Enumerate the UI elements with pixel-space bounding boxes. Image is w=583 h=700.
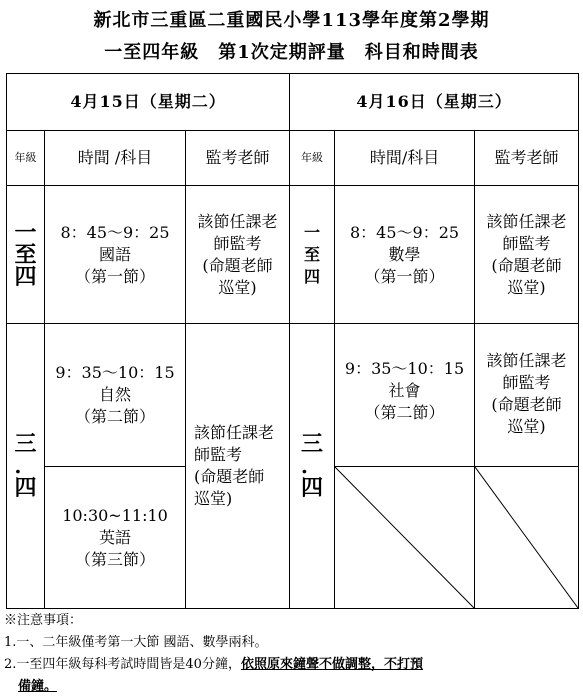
exam-time: 9：35～10：15 [55, 363, 175, 382]
grade-char: 四 [14, 263, 37, 290]
exam-cell-day1-p3 [45, 467, 186, 609]
exam-time: 8：45～9：25 [60, 222, 170, 242]
empty-cell-diagonal [335, 467, 475, 609]
proctor-cell [186, 324, 290, 609]
proctor-cell [475, 186, 579, 324]
exam-period: （第三節） [74, 549, 155, 569]
schedule-table [6, 73, 579, 609]
exam-subject: 英語 [98, 527, 131, 547]
empty-cell-diagonal [475, 467, 579, 609]
proctor-text: 該節任課老 [194, 423, 275, 442]
exam-cell-day1-p1 [45, 186, 186, 324]
page-title: 新北市三重區二重國民小學113學年度第2學期 [93, 10, 490, 31]
grade-column-header: 年級 [7, 131, 45, 186]
proctor-text: (命題老師 [491, 255, 562, 275]
time-subject-column-header: 時間/科目 [335, 131, 475, 186]
exam-subject: 國語 [98, 244, 131, 264]
proctor-text: 巡堂) [507, 277, 546, 297]
proctor-text: 師監考 [502, 373, 551, 392]
proctor-text: 巡堂) [194, 489, 233, 508]
proctor-text: 巡堂) [507, 417, 546, 436]
note-2-text: 2.一至四年級每科考試時間皆是40分鐘， [4, 657, 241, 672]
exam-cell-day1-p2 [45, 324, 186, 467]
diagonal-line [335, 467, 474, 608]
proctor-text: (命題老師 [202, 255, 273, 275]
note-2-continued [4, 676, 579, 698]
note-2 [4, 654, 579, 676]
exam-cell-day2-p2 [335, 324, 475, 467]
exam-subject: 數學 [388, 244, 421, 264]
note-2-emphasis: 依照原來鐘聲不做調整，不打預 [240, 657, 423, 672]
proctor-text: 師監考 [213, 233, 262, 253]
exam-period: （第二節） [364, 403, 445, 422]
grade-cell-1-4 [7, 186, 45, 324]
exam-subject: 社會 [388, 381, 421, 400]
proctor-text: 該節任課老 [486, 351, 567, 370]
notes-heading: ※注意事項： [4, 613, 83, 628]
page-subtitle: 一至四年級 第1次定期評量 科目和時間表 [104, 42, 479, 63]
grade-char: 三 [301, 431, 324, 457]
grade-char: 一 [304, 222, 321, 242]
proctor-text: 巡堂) [218, 277, 257, 297]
day-header-apr15: 4月15日（星期二） [7, 74, 290, 131]
grade-char: 三 [14, 431, 37, 457]
proctor-cell [186, 186, 290, 324]
note-2-emphasis-continued: 備鐘。 [18, 679, 58, 694]
exam-period: （第二節） [74, 407, 155, 426]
proctor-text: (命題老師 [194, 467, 265, 486]
exam-period: （第一節） [364, 266, 445, 286]
exam-time: 8：45～9：25 [349, 222, 460, 242]
proctor-text: 該節任課老 [486, 211, 567, 231]
proctor-text: (命題老師 [491, 395, 562, 414]
grade-char: 四 [14, 475, 37, 501]
proctor-column-header: 監考老師 [475, 131, 579, 186]
proctor-cell [475, 324, 579, 467]
grade-char: 一 [14, 219, 37, 246]
note-1: 1.一、二年級僅考第一大節 國語、數學兩科。 [4, 635, 268, 650]
grade-char: 至 [304, 244, 321, 264]
grade-char: ． [14, 453, 37, 479]
grade-char: 四 [304, 266, 321, 286]
grade-char: 四 [301, 475, 324, 501]
proctor-text: 該節任課老 [197, 211, 278, 231]
grade-char: ． [301, 453, 324, 479]
exam-time: 10:30~11:10 [62, 505, 168, 525]
exam-time: 9：35～10：15 [344, 359, 465, 378]
grade-cell-3-4 [290, 324, 335, 609]
exam-subject: 自然 [98, 385, 131, 404]
exam-period: （第一節） [74, 266, 155, 286]
exam-cell-day2-p1 [335, 186, 475, 324]
proctor-text: 師監考 [502, 233, 551, 253]
day-header-apr16: 4月16日（星期三） [290, 74, 579, 131]
time-subject-column-header: 時間 /科目 [45, 131, 186, 186]
grade-column-header: 年級 [290, 131, 335, 186]
grade-char: 至 [14, 241, 37, 268]
diagonal-line [475, 467, 578, 608]
proctor-text: 師監考 [194, 445, 243, 464]
grade-cell-1-4 [290, 186, 335, 324]
grade-cell-3-4 [7, 324, 45, 609]
notes-section [4, 610, 579, 698]
proctor-column-header: 監考老師 [186, 131, 290, 186]
